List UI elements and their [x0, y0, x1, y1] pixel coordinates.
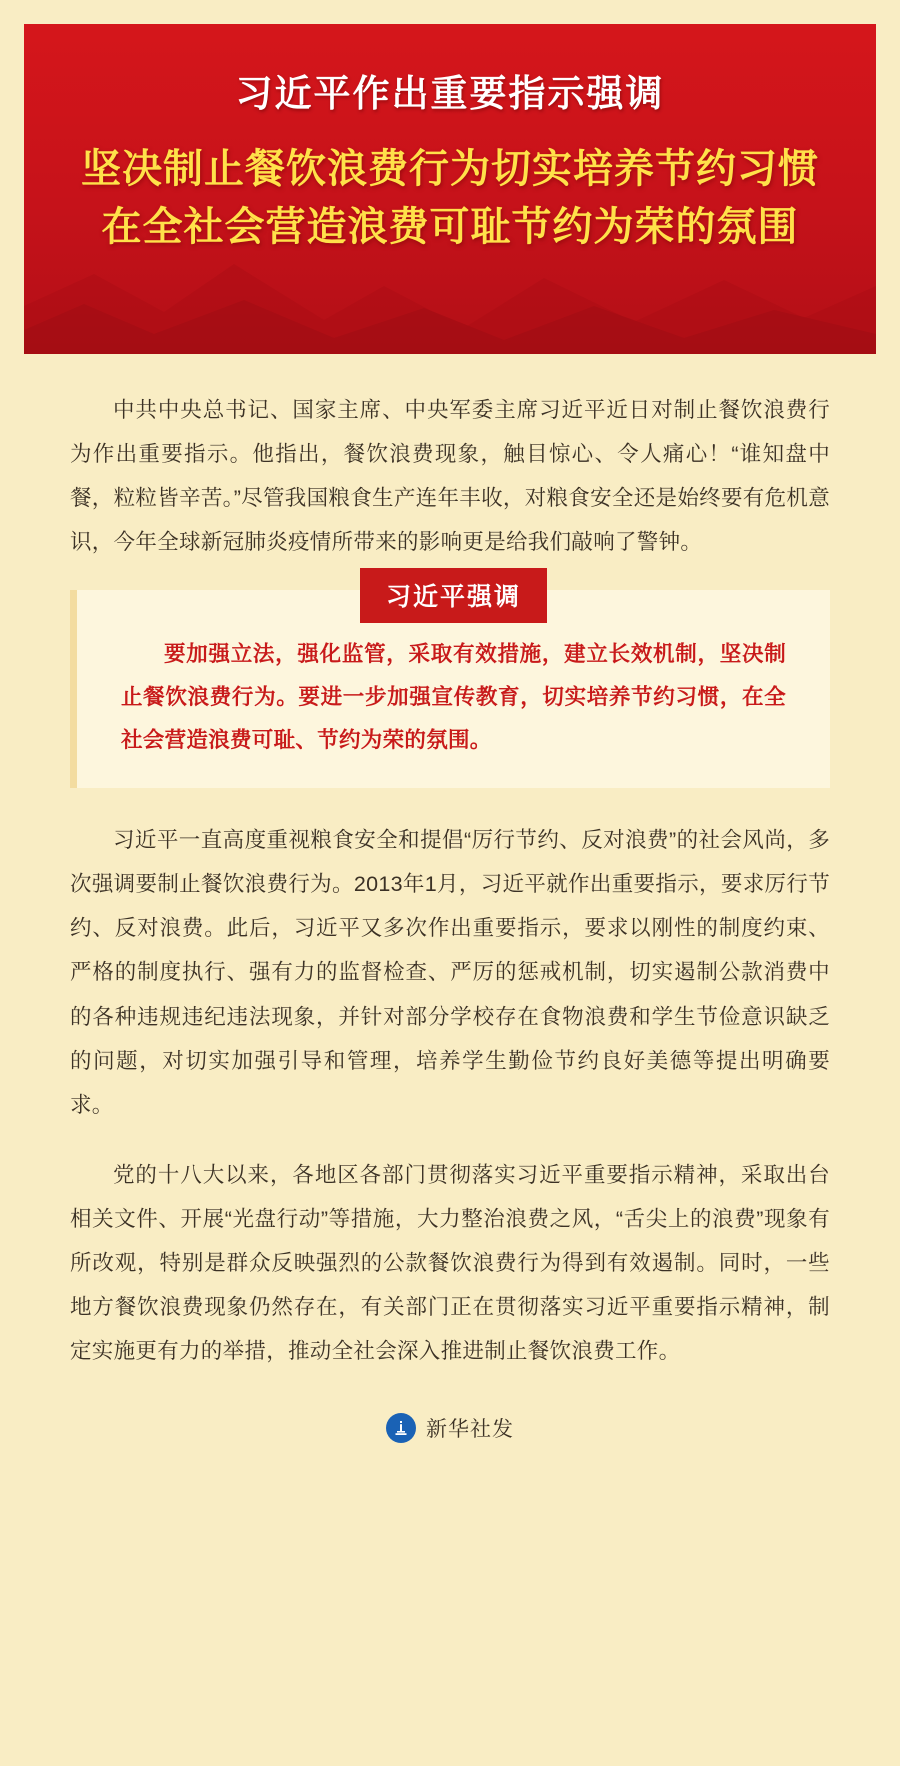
- headline-main-line-1: 坚决制止餐饮浪费行为切实培养节约习惯: [81, 147, 819, 192]
- quote-text: 要加强立法，强化监管，采取有效措施，建立长效机制，坚决制止餐饮浪费行为。要进一步加强宣传教育，切实培养节约习惯，在全社会营造浪费可耻、节约为荣的氛围。: [121, 642, 786, 753]
- highlight-quote-block: [70, 583, 830, 788]
- footer-credit-row: [24, 1399, 876, 1483]
- banner-title-group: [24, 24, 876, 256]
- xinhua-monument-glyph: [391, 1418, 411, 1438]
- paragraph-actions: 党的十八大以来，各地区各部门贯彻落实习近平重要指示精神，采取出台相关文件、开展“光盘行动”等措施，大力整治浪费之风，“舌尖上的浪费”现象有所改观，特别是群众反映强烈的公款餐饮浪费行为得到有效遏制。同时，一些地方餐饮浪费现象仍然存在，有关部门正在贯彻落实习近平重要指示精神，制定实施更有力的举措，推动全社会深入推进制止餐饮浪费工作。: [70, 1162, 830, 1363]
- xinhua-logo-icon: [386, 1413, 416, 1443]
- headline-kicker: 习近平作出重要指示强调: [235, 73, 665, 114]
- paragraph-background: 习近平一直高度重视粮食安全和提倡“厉行节约、反对浪费”的社会风尚，多次强调要制止餐饮浪费行为。2013年1月，习近平就作出重要指示，要求厉行节约、反对浪费。此后，习近平又多次作出重要指示，要求以刚性的制度约束、严格的制度执行、强有力的监督检查、严厉的惩戒机制，切实遏制公款消费中的各种违规违纪违法现象，并针对部分学校存在食物浪费和学生节俭意识缺乏的问题，对切实加强引导和管理，培养学生勤俭节约良好美德等提出明确要求。: [70, 828, 830, 1117]
- headline-main-line-2: 在全社会营造浪费可耻节约为荣的氛围: [101, 205, 799, 250]
- credit-text: 新华社发: [426, 1418, 514, 1441]
- paragraph-lead: 中共中央总书记、国家主席、中央军委主席习近平近日对制止餐饮浪费行为作出重要指示。他指出，餐饮浪费现象，触目惊心、令人痛心！“谁知盘中餐，粒粒皆辛苦。”尽管我国粮食生产连年丰收，对粮食安全还是始终要有危机意识，今年全球新冠肺炎疫情所带来的影响更是给我们敲响了警钟。: [70, 398, 830, 555]
- header-banner: [24, 24, 876, 354]
- quote-label-badge: 习近平强调: [360, 568, 547, 623]
- article-content: [24, 354, 876, 1373]
